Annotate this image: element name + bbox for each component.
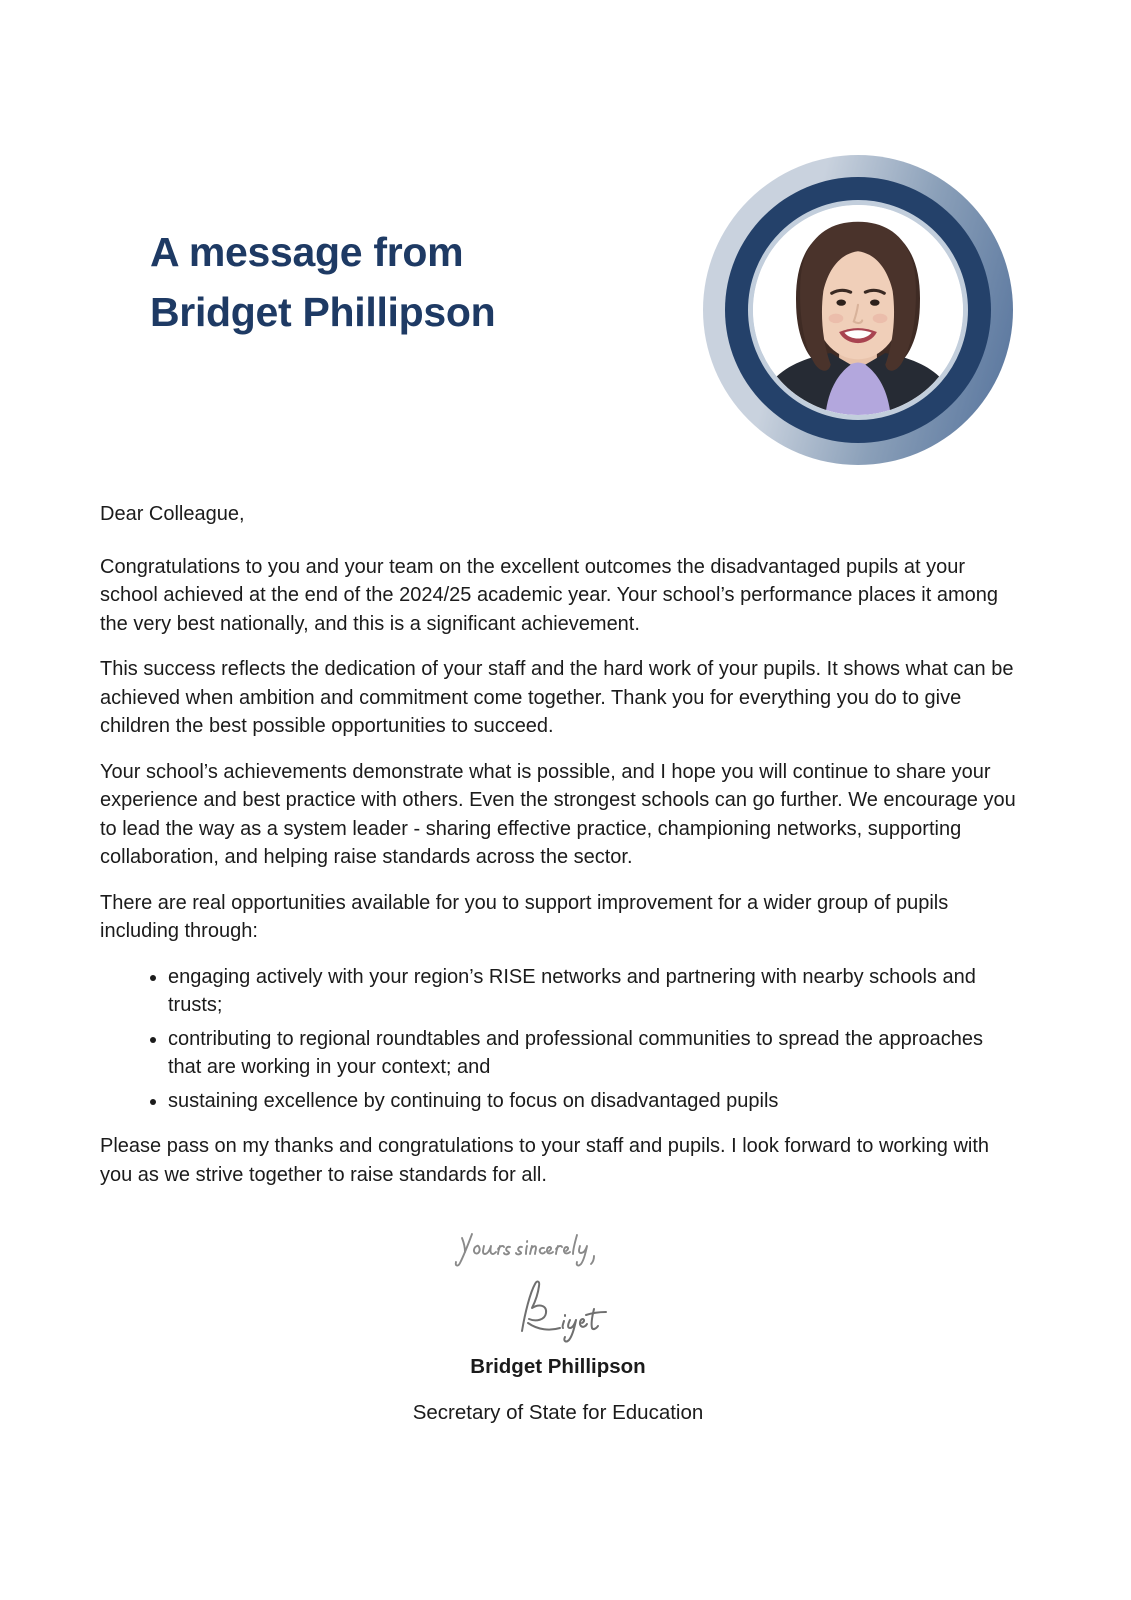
handwritten-signoff <box>452 1225 612 1273</box>
handwritten-signature <box>512 1275 632 1347</box>
bullet-item: • contributing to regional roundtables and professional communities to spread the approaches that are working in your context; and <box>168 1025 1016 1082</box>
bullet-item: • sustaining excellence by continuing to focus on disadvantaged pupils <box>168 1087 1016 1116</box>
paragraph-4: There are real opportunities available for you to support improvement for a wider group of pupils including through: <box>100 891 949 942</box>
title-line-1: A message from <box>150 229 464 275</box>
profile-photo-ring-navy <box>725 177 991 443</box>
closing-paragraph: Please pass on my thanks and congratulations to your staff and pupils. I look forward to working with you as we strive together to raise standards for all. <box>100 1135 990 1186</box>
paragraph-3: Your school’s achievements demonstrate what is possible, and I hope you will continue to share your experience and best practice with others. Even the strongest schools can go further. We encourage you to lead the way as a system leader - sharing effective practice, championing networks, supporting collaboration, and helping raise standards across the sector. <box>100 760 1016 868</box>
signatory-name: Bridget Phillipson <box>470 1355 646 1378</box>
paragraph-2: This success reflects the dedication of your staff and the hard work of your pupils. It shows what can be achieved when ambition and commitment come together. Thank you for everything you do to give children the best possible opportunities to succeed. <box>100 658 1014 737</box>
bullet-list <box>100 963 1016 1116</box>
signature-block <box>100 1203 1016 1353</box>
page-title <box>150 222 495 342</box>
salutation: Dear Colleague, <box>100 503 245 525</box>
profile-photo <box>748 200 968 420</box>
portrait-image <box>753 204 963 416</box>
title-line-2: Bridget Phillipson <box>150 289 496 335</box>
letter-body <box>100 500 1016 1444</box>
profile-photo-ring-outer <box>703 155 1013 465</box>
signatory-title: Secretary of State for Education <box>412 1400 704 1424</box>
paragraph-1: Congratulations to you and your team on the excellent outcomes the disadvantaged pupils at your school achieved at the end of the 2024/25 academic year. Your school’s performance places it among the very best nationally, and this is a significant achievement. <box>100 555 998 635</box>
bullet-item: • engaging actively with your region’s RISE networks and partnering with nearby schools and trusts; <box>168 963 1016 1020</box>
